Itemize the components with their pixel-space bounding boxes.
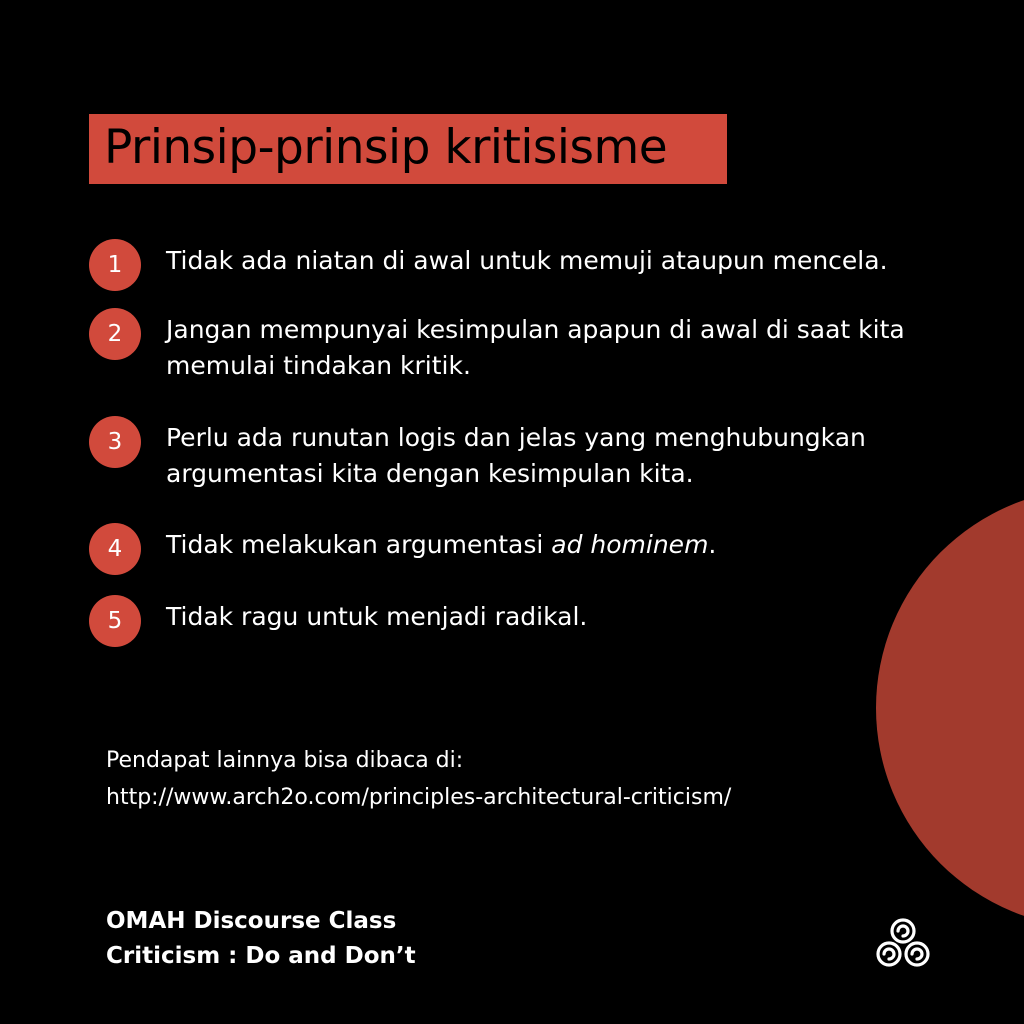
footer-line-2: Criticism : Do and Don’t (106, 943, 416, 969)
read-more-url[interactable]: http://www.arch2o.com/principles-architectural-criticism/ (106, 785, 732, 810)
number-badge: 4 (89, 523, 141, 575)
list-item-text-regular: Tidak melakukan argumentasi (166, 530, 552, 559)
read-more (106, 742, 731, 816)
number-badge: 1 (89, 239, 141, 291)
list-item-text: Perlu ada runutan logis dan jelas yang menghubungkan argumentasi kita dengan kesimpulan kita. (166, 423, 866, 488)
list-item-text-italic: ad hominem (551, 530, 709, 559)
footer (106, 904, 416, 974)
number-badge: 2 (89, 308, 141, 360)
list-item-text-end: . (708, 530, 717, 559)
number-badge: 5 (89, 595, 141, 647)
read-more-label: Pendapat lainnya bisa dibaca di: (106, 748, 464, 773)
list-item-text: Jangan mempunyai kesimpulan apapun di awal di saat kita memulai tindakan kritik. (166, 315, 905, 380)
page-title: Prinsip-prinsip kritisisme (104, 120, 668, 175)
footer-line-1: OMAH Discourse Class (106, 908, 397, 934)
list-item-text: Tidak ragu untuk menjadi radikal. (166, 602, 588, 631)
triple-spiral-logo-icon (874, 917, 932, 969)
number-badge: 3 (89, 416, 141, 468)
list-item-text (166, 527, 936, 563)
list-item-text: Tidak ada niatan di awal untuk memuji ataupun mencela. (166, 246, 888, 275)
